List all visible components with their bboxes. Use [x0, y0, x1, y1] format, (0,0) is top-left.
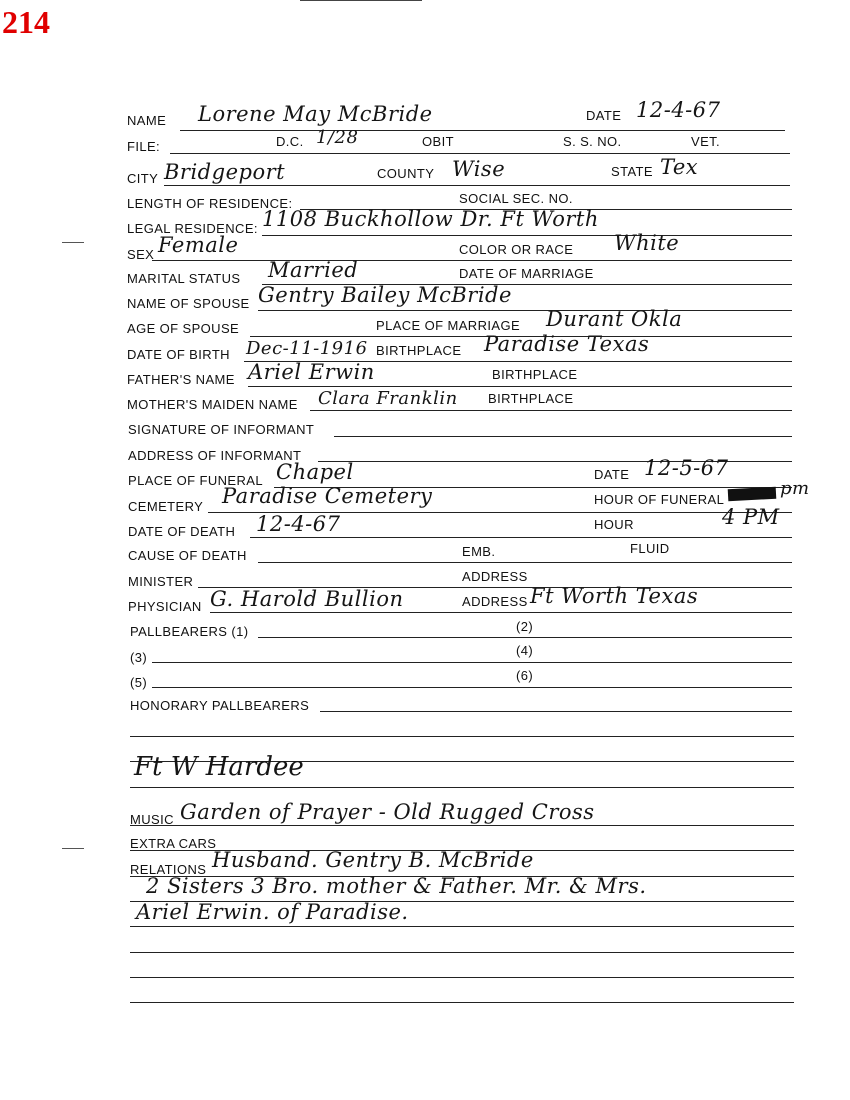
label-ssno: S. S. NO.	[563, 134, 622, 149]
entry-mothers-maiden: Clara Franklin	[318, 388, 458, 409]
entry-city: Bridgeport	[164, 160, 286, 184]
label-father-birthplace: BIRTHPLACE	[492, 367, 578, 382]
page-number: 214	[2, 4, 50, 40]
rule	[130, 736, 794, 737]
entry-physician: G. Harold Bullion	[210, 587, 404, 611]
label-relations: RELATIONS	[130, 862, 207, 877]
entry-place-marriage: Durant Okla	[546, 307, 683, 331]
rule	[152, 662, 792, 663]
rule	[130, 825, 794, 826]
label-pallbearers: PALLBEARERS (1)	[130, 624, 249, 639]
label-signature-informant: SIGNATURE OF INFORMANT	[128, 422, 315, 437]
label-honorary: HONORARY PALLBEARERS	[130, 698, 310, 713]
label-obit: OBIT	[422, 134, 454, 149]
label-color-race: COLOR OR RACE	[459, 242, 574, 257]
label-pb3: (3)	[130, 650, 148, 665]
entry-marital-status: Married	[268, 258, 359, 282]
entry-county: Wise	[452, 157, 506, 181]
rule	[248, 386, 792, 387]
entry-physician-address: Ft Worth Texas	[530, 584, 699, 608]
label-address-informant: ADDRESS OF INFORMANT	[128, 448, 302, 463]
rule	[152, 687, 792, 688]
label-date-birth: DATE OF BIRTH	[127, 347, 230, 362]
label-mother-birthplace: BIRTHPLACE	[488, 391, 574, 406]
label-sex: SEX	[127, 247, 155, 262]
rule	[262, 235, 792, 236]
entry-relations-line-1: Husband. Gentry B. McBride	[212, 848, 534, 872]
rule	[130, 977, 794, 978]
label-pb2: (2)	[516, 619, 534, 634]
label-physician: PHYSICIAN	[128, 599, 202, 614]
margin-mark	[62, 242, 84, 243]
label-date-death: DATE OF DEATH	[128, 524, 236, 539]
rule	[152, 260, 792, 261]
funeral-director-signature: Ft W Hardee	[134, 752, 304, 782]
label-minister-address: ADDRESS	[462, 569, 528, 584]
entry-birthplace: Paradise Texas	[484, 332, 650, 356]
label-legal-residence: LEGAL RESIDENCE:	[127, 221, 258, 236]
label-pb4: (4)	[516, 643, 534, 658]
entry-state: Tex	[660, 155, 699, 179]
label-music: MUSIC	[130, 812, 174, 827]
rule	[320, 711, 792, 712]
entry-name-spouse: Gentry Bailey McBride	[258, 283, 512, 307]
entry-hour: 4 PM	[722, 505, 780, 529]
label-pb5: (5)	[130, 675, 148, 690]
entry-name: Lorene May McBride	[198, 102, 433, 126]
label-fluid: FLUID	[630, 541, 670, 556]
rule	[258, 310, 792, 311]
rule	[258, 637, 792, 638]
label-birthplace: BIRTHPLACE	[376, 343, 462, 358]
ink-blot	[728, 487, 777, 501]
rule	[180, 130, 785, 131]
label-emb: EMB.	[462, 544, 496, 559]
entry-place-funeral: Chapel	[276, 460, 354, 484]
label-fathers-name: FATHER'S NAME	[127, 372, 235, 387]
label-cemetery: CEMETERY	[128, 499, 204, 514]
rule	[334, 436, 792, 437]
label-place-funeral: PLACE OF FUNERAL	[128, 473, 263, 488]
entry-color-race: White	[614, 231, 680, 255]
label-length-residence: LENGTH OF RESIDENCE:	[127, 196, 293, 211]
rule	[210, 612, 792, 613]
entry-sex: Female	[158, 233, 239, 257]
rule	[170, 153, 790, 154]
rule	[130, 787, 794, 788]
label-hour-funeral: HOUR OF FUNERAL	[594, 492, 725, 507]
entry-cemetery: Paradise Cemetery	[222, 484, 433, 508]
rule	[164, 185, 790, 186]
entry-music: Garden of Prayer - Old Rugged Cross	[180, 800, 595, 824]
top-divider	[300, 0, 422, 1]
label-pb6: (6)	[516, 668, 534, 683]
rule	[130, 1002, 794, 1003]
entry-date-death: 12-4-67	[256, 512, 341, 536]
label-minister: MINISTER	[128, 574, 194, 589]
rule	[250, 537, 792, 538]
label-marital-status: MARITAL STATUS	[127, 271, 241, 286]
label-county: COUNTY	[377, 166, 435, 181]
label-name-spouse: NAME OF SPOUSE	[127, 296, 250, 311]
label-state: STATE	[611, 164, 653, 179]
label-file: FILE:	[127, 139, 161, 154]
label-hour: HOUR	[594, 517, 634, 532]
entry-funeral-date: 12-5-67	[644, 456, 729, 480]
label-physician-address: ADDRESS	[462, 594, 528, 609]
label-funeral-date: DATE	[594, 467, 630, 482]
entry-relations-line-2: 2 Sisters 3 Bro. mother & Father. Mr. & Mrs.	[146, 874, 647, 898]
label-city: CITY	[127, 171, 159, 186]
entry-date: 12-4-67	[636, 98, 721, 122]
label-age-spouse: AGE OF SPOUSE	[127, 321, 240, 336]
label-cause-death: CAUSE OF DEATH	[128, 548, 247, 563]
label-date: DATE	[586, 108, 622, 123]
entry-legal-residence: 1108 Buckhollow Dr. Ft Worth	[262, 207, 599, 231]
label-place-marriage: PLACE OF MARRIAGE	[376, 318, 521, 333]
rule	[130, 926, 794, 927]
label-name: NAME	[127, 113, 167, 128]
label-extra-cars: EXTRA CARS	[130, 836, 217, 851]
label-social-sec: SOCIAL SEC. NO.	[459, 191, 573, 206]
label-date-marriage: DATE OF MARRIAGE	[459, 266, 594, 281]
rule	[130, 952, 794, 953]
entry-relations-line-3: Ariel Erwin. of Paradise.	[136, 900, 409, 924]
label-dc: D.C.	[276, 134, 304, 149]
entry-date-birth: Dec-11-1916	[246, 338, 368, 359]
entry-hour-funeral: pm	[780, 478, 810, 499]
margin-mark	[62, 848, 84, 849]
rule	[258, 562, 792, 563]
label-vet: VET.	[691, 134, 721, 149]
entry-fathers-name: Ariel Erwin	[248, 360, 375, 384]
rule	[310, 410, 792, 411]
entry-dc: 1/28	[316, 127, 359, 148]
label-mothers-maiden: MOTHER'S MAIDEN NAME	[127, 397, 298, 412]
